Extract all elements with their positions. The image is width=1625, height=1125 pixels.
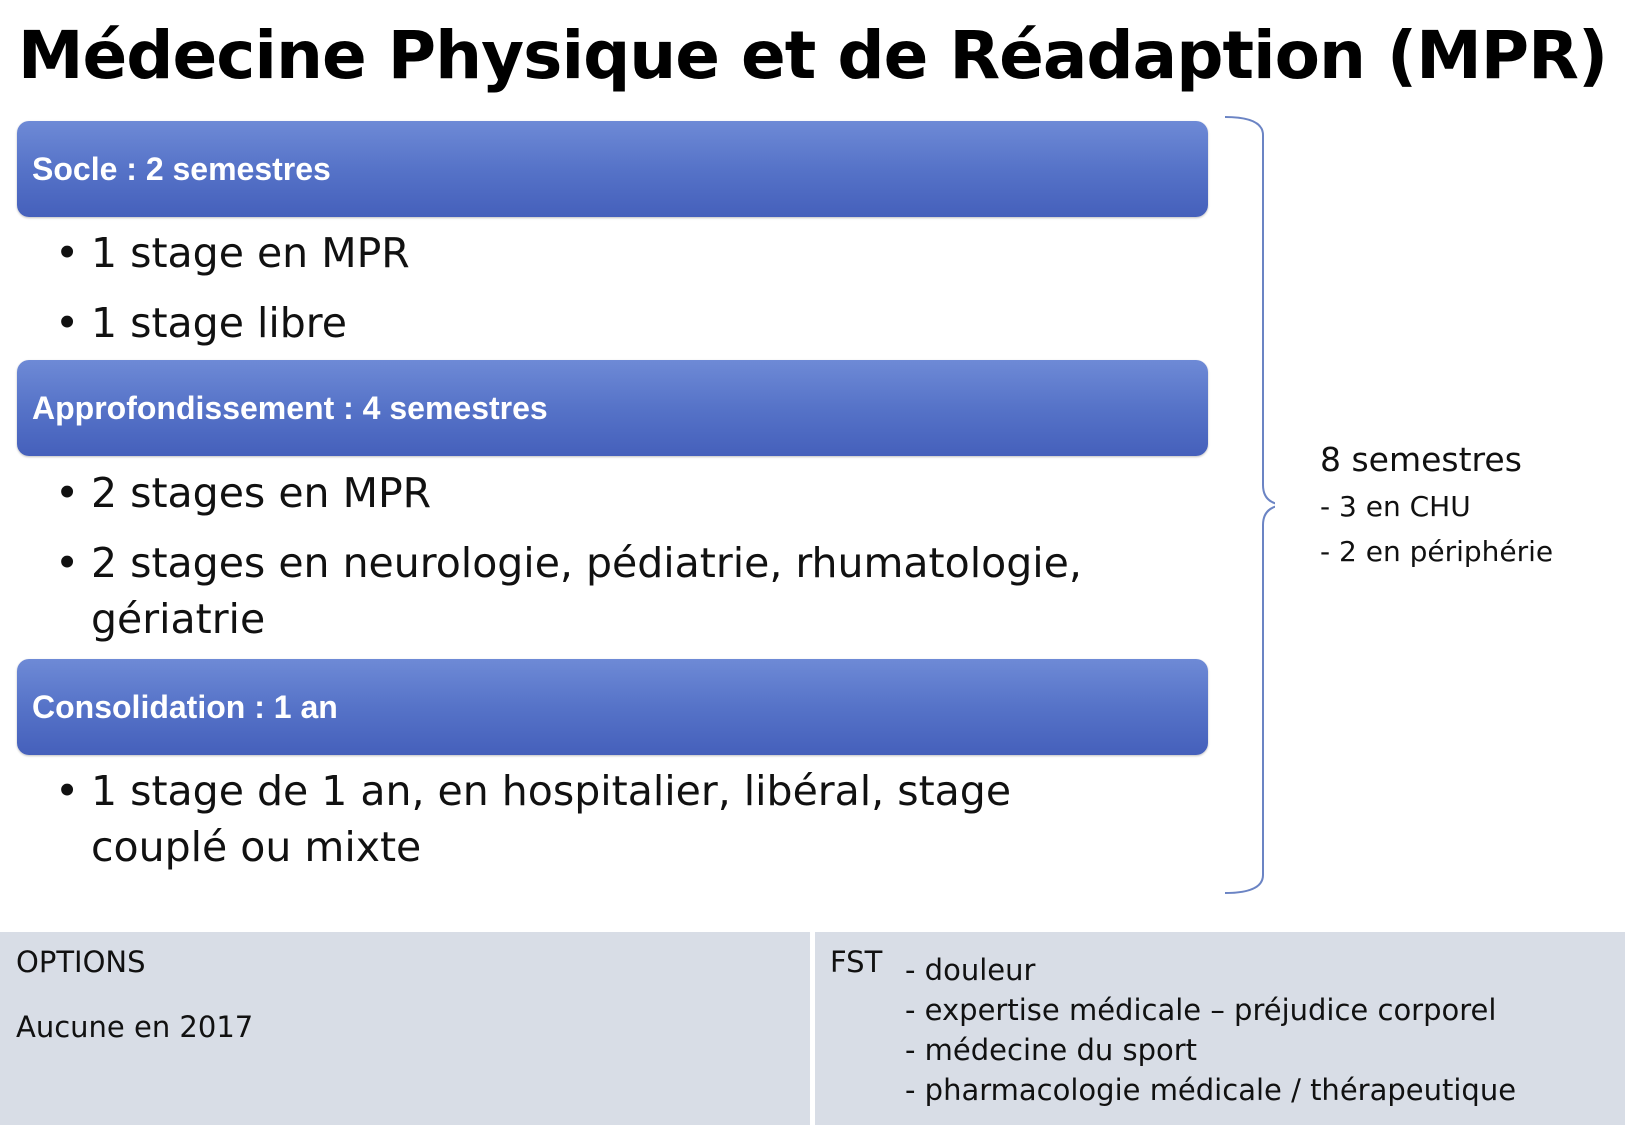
bullet-icon: • xyxy=(55,229,80,277)
list-item-text: 1 stage libre xyxy=(91,299,347,347)
list-item-text-continuation: couplé ou mixte xyxy=(91,823,422,871)
fst-item: - douleur xyxy=(905,953,1036,987)
options-label: OPTIONS xyxy=(16,945,146,979)
list-item-text: 1 stage de 1 an, en hospitalier, libéral, stage xyxy=(91,767,1012,815)
section-header-consolidation xyxy=(17,659,1208,755)
summary-chu: - 3 en CHU xyxy=(1320,490,1471,523)
duration-summary xyxy=(1320,436,1553,574)
fst-item: - médecine du sport xyxy=(905,1033,1198,1067)
page-title: Médecine Physique et de Réadaption (MPR) xyxy=(17,17,1608,94)
bullet-icon: • xyxy=(55,299,80,347)
list-item-text: 1 stage en MPR xyxy=(91,229,410,277)
fst-list xyxy=(905,950,1516,1110)
bullet-icon: • xyxy=(55,767,80,815)
options-value: Aucune en 2017 xyxy=(16,1010,254,1044)
fst-item: - expertise médicale – préjudice corporel xyxy=(905,993,1497,1027)
fst-label: FST xyxy=(830,945,883,979)
section-header-label: Approfondissement : 4 semestres xyxy=(32,390,548,426)
summary-peripherie: - 2 en périphérie xyxy=(1320,535,1554,568)
section-header-label: Consolidation : 1 an xyxy=(32,689,338,725)
fst-item: - pharmacologie médicale / thérapeutique xyxy=(905,1073,1517,1107)
curly-brace-icon xyxy=(1225,115,1275,895)
section-header-approfondissement xyxy=(17,360,1208,456)
summary-total: 8 semestres xyxy=(1320,440,1522,479)
list-item-text-continuation: gériatrie xyxy=(91,595,266,643)
section-header-socle xyxy=(17,121,1208,217)
list-item-text: 2 stages en neurologie, pédiatrie, rhumatologie, xyxy=(91,539,1082,587)
bullet-icon: • xyxy=(55,469,80,517)
section-header-label: Socle : 2 semestres xyxy=(32,151,331,187)
bullet-icon: • xyxy=(55,539,80,587)
list-item-text: 2 stages en MPR xyxy=(91,469,432,517)
